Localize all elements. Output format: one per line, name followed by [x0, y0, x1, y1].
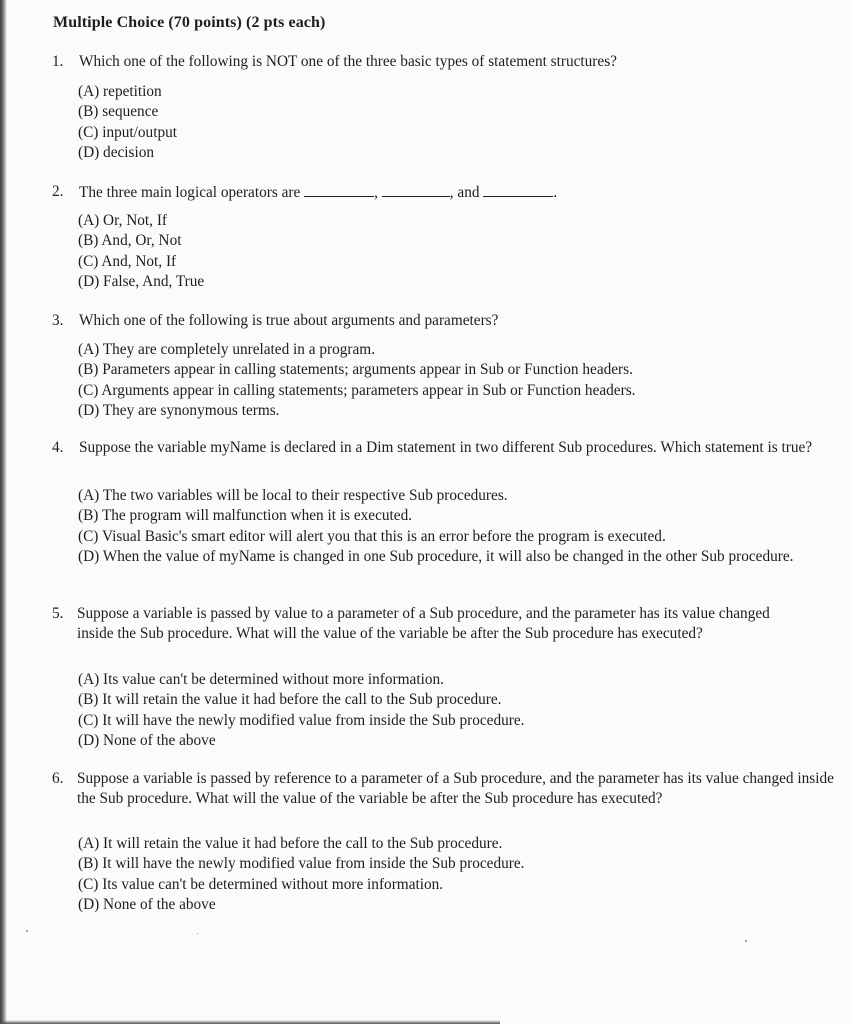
scan-shadow-left: [0, 0, 7, 1024]
option-c: (C) Visual Basic's smart editor will alert you that this is an error before the program is executed.: [78, 527, 666, 545]
question-text-part: The three main logical operators are: [79, 184, 301, 201]
answer-blank: [382, 182, 450, 197]
question-2-options: [78, 211, 204, 292]
option-c: (C) Arguments appear in calling statements; parameters appear in Sub or Function headers.: [78, 381, 636, 399]
option-a: (A) They are completely unrelated in a program.: [78, 341, 376, 358]
option-d: (D) None of the above: [78, 895, 216, 913]
question-text: Suppose a variable is passed by reference to a parameter of a Sub procedure, and the parameter has its value changed inside the Sub procedure. What will the value of the variable be after the Sub procedure has executed?: [77, 770, 834, 807]
question-text-part: , and: [449, 184, 480, 201]
option-b: (B) sequence: [78, 103, 159, 121]
answer-blank: [304, 182, 374, 197]
scan-speck: [745, 940, 747, 942]
question-6-options: [78, 834, 524, 915]
option-a: (A) The two variables will be local to their respective Sub procedures.: [78, 487, 508, 504]
option-b: (B) It will retain the value it had before the call to the Sub procedure.: [78, 691, 502, 709]
option-d: (D) When the value of myName is changed in one Sub procedure, it will also be changed in the other Sub procedure.: [78, 547, 794, 565]
section-title: Multiple Choice (70 points) (2 pts each): [53, 14, 326, 31]
option-a: (A) Or, Not, If: [78, 212, 168, 229]
question-number: 5.: [52, 605, 64, 622]
question-text: [79, 182, 557, 203]
option-a: (A) repetition: [78, 83, 162, 100]
question-text: Suppose a variable is passed by value to a parameter of a Sub procedure, and the parameter has its value changed inside the Sub procedure. What will the value of the variable be after the Sub procedure has executed?: [77, 605, 770, 642]
option-b: (B) The program will malfunction when it is executed.: [78, 507, 413, 525]
question-3-options: [78, 340, 635, 421]
option-c: (C) input/output: [78, 123, 178, 141]
option-d: (D) They are synonymous terms.: [78, 401, 280, 419]
question-text: Which one of the following is true about arguments and parameters?: [79, 312, 499, 329]
option-a: (A) It will retain the value it had before the call to the Sub procedure.: [78, 835, 503, 852]
question-text-part: .: [553, 184, 558, 201]
question-number: 3.: [52, 312, 64, 329]
option-a: (A) Its value can't be determined without more information.: [78, 671, 444, 688]
answer-blank: [483, 182, 553, 197]
question-text: Suppose the variable myName is declared in a Dim statement in two different Sub procedures. Which statement is true?: [79, 439, 813, 456]
question-number: 1.: [52, 53, 64, 70]
option-b: (B) Parameters appear in calling statements; arguments appear in Sub or Function headers.: [78, 361, 633, 379]
question-4-options: [78, 486, 828, 567]
question-5-options: [78, 670, 524, 751]
question-number: 6.: [52, 770, 64, 787]
option-c: (C) It will have the newly modified value from inside the Sub procedure.: [78, 711, 525, 729]
question-number: 2.: [52, 183, 64, 200]
option-b: (B) And, Or, Not: [78, 232, 182, 250]
option-d: (D) None of the above: [78, 731, 216, 749]
scan-speck: [197, 933, 198, 934]
option-c: (C) And, Not, If: [78, 252, 177, 270]
option-b: (B) It will have the newly modified value from inside the Sub procedure.: [78, 855, 525, 873]
scan-speck: [26, 930, 28, 932]
option-d: (D) False, And, True: [78, 272, 205, 290]
question-text-part: ,: [374, 184, 378, 201]
question-1-options: [78, 82, 177, 163]
question-text: Which one of the following is NOT one of the three basic types of statement structures?: [79, 53, 617, 70]
question-number: 4.: [52, 439, 64, 456]
scan-shadow-bottom: [0, 1020, 500, 1024]
option-d: (D) decision: [78, 143, 155, 161]
option-c: (C) Its value can't be determined without more information.: [78, 875, 444, 893]
